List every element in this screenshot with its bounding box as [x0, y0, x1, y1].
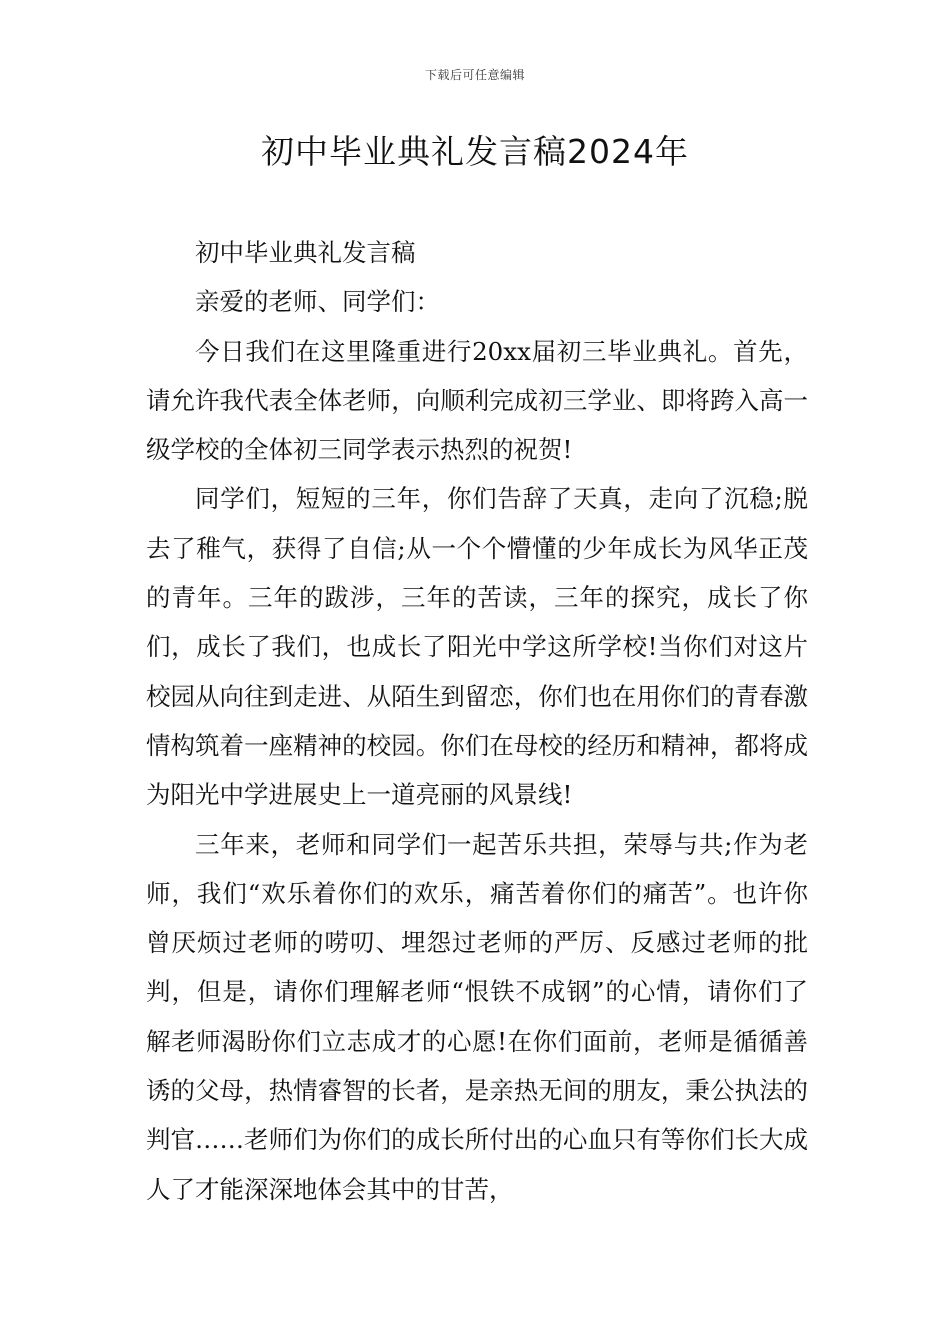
paragraph: 今日我们在这里隆重进行20xx届初三毕业典礼。首先，请允许我代表全体老师，向顺利完成初三学业、即将跨入高一级学校的全体初三同学表示热烈的祝贺!	[146, 336, 808, 465]
paragraph-subtitle: 初中毕业典礼发言稿	[195, 238, 416, 267]
paragraph: 同学们，短短的三年，你们告辞了天真，走向了沉稳;脱去了稚气，获得了自信;从一个个懵懂的少年成长为风华正茂的青年。三年的跋涉，三年的苦读，三年的探究，成长了你们，成长了我们，也成长了阳光中学这所学校!当你们对这片校园从向往到走进、从陌生到留恋，你们也在用你们的青春激情构筑着一座精神的校园。你们在母校的经历和精神，都将成为阳光中学进展史上一道亮丽的风景线!	[146, 484, 808, 810]
paragraph-salutation: 亲爱的老师、同学们：	[195, 287, 440, 317]
paragraph: 三年来，老师和同学们一起苦乐共担，荣辱与共;作为老师，我们“欢乐着你们的欢乐，痛苦着你们的痛苦”。也许你曾厌烦过老师的唠叨、埋怨过老师的严厉、反感过老师的批判，但是，请你们理解老师“恨铁不成钢”的心情，请你们了解老师渴盼你们立志成才的心愿!在你们面前，老师是循循善诱的父母，热情睿智的长者，是亲热无间的朋友，秉公执法的判官……老师们为你们的成长所付出的心血只有等你们长大成人了才能深深地体会其中的甘苦，	[146, 829, 808, 1204]
document-body	[146, 228, 808, 1214]
header-note: 下载后可任意编辑	[424, 68, 525, 82]
document-title: 初中毕业典礼发言稿2024年	[261, 132, 689, 171]
